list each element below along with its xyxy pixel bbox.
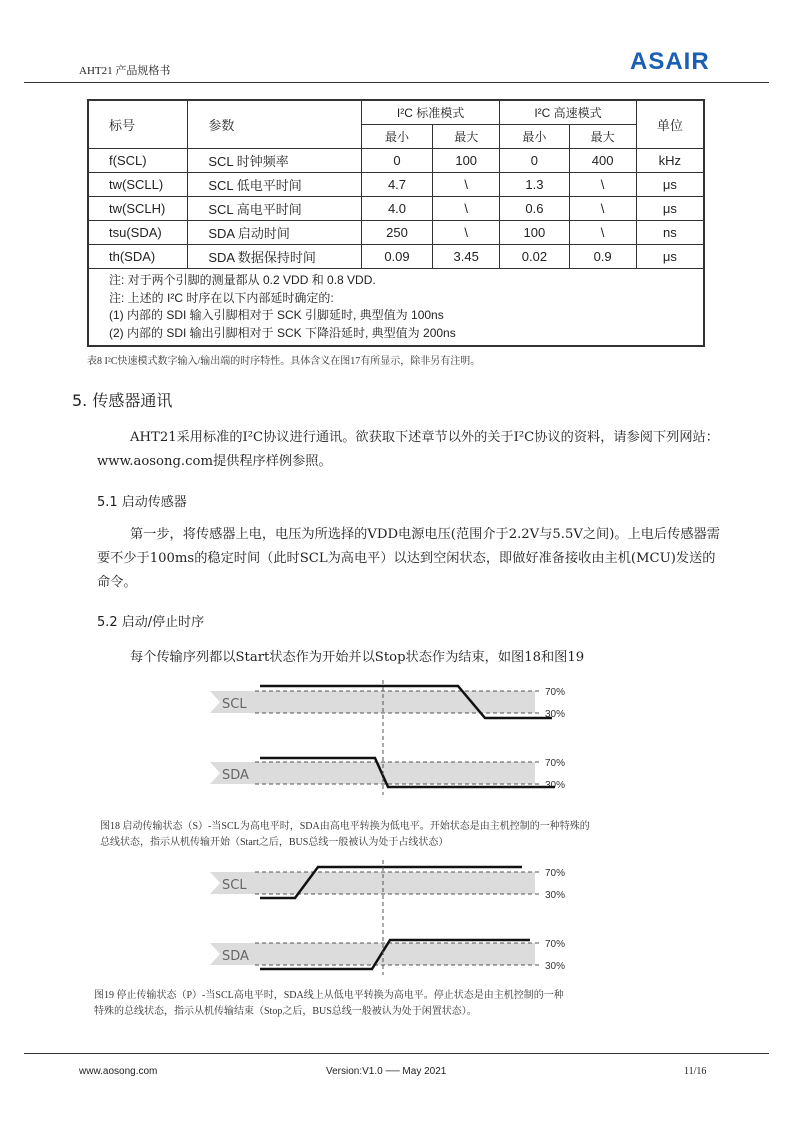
figure-18-caption <box>100 819 590 851</box>
note-line: 注: 上述的 I²C 时序在以下内部延时确定的: <box>109 290 334 305</box>
scl-label: SCL <box>222 878 247 893</box>
col-param-header: 参数 <box>188 100 362 149</box>
cell-symbol: f(SCL) <box>88 149 188 173</box>
cell-unit: kHz <box>636 149 704 173</box>
sda-label: SDA <box>222 949 249 964</box>
col-fast-max-header: 最大 <box>569 125 636 149</box>
cell-symbol: tsu(SDA) <box>88 221 188 245</box>
table-notes <box>88 269 704 347</box>
label-30-percent: 30% <box>545 709 566 720</box>
subsection-5-2-title: 5.2 启动/停止时序 <box>97 615 205 630</box>
cell-param: SDA 启动时间 <box>188 221 362 245</box>
label-30-percent: 30% <box>545 890 566 901</box>
subsection-5-1-title: 5.1 启动传感器 <box>97 495 187 510</box>
figure-19-diagram <box>200 860 600 975</box>
col-std-max-header: 最大 <box>433 125 500 149</box>
label-30-percent: 30% <box>545 780 566 791</box>
col-fast-mode-header: I²C 高速模式 <box>500 100 636 125</box>
cell-fast-min: 100 <box>500 221 569 245</box>
cell-unit: ns <box>636 221 704 245</box>
cell-fast-max: \ <box>569 197 636 221</box>
page-number: 11/16 <box>684 1066 707 1077</box>
note-line: (2) 内部的 SDI 输出引脚相对于 SCK 下降沿延时, 典型值为 200ns <box>109 325 456 340</box>
section-title: 5. 传感器通讯 <box>72 391 173 410</box>
cell-symbol: tw(SCLL) <box>88 173 188 197</box>
cell-std-min: 4.7 <box>361 173 432 197</box>
caption-line: 图18 启动传输状态（S）-当SCL为高电平时，SDA由高电平转换为低电平。开始状态是由主机控制的一种特殊的 <box>100 821 590 832</box>
cell-unit: μs <box>636 245 704 269</box>
table-row <box>88 197 704 221</box>
cell-std-max: \ <box>433 173 500 197</box>
cell-std-min: 0.09 <box>361 245 432 269</box>
cell-std-min: 250 <box>361 221 432 245</box>
header-divider <box>24 82 769 83</box>
cell-std-max: 100 <box>433 149 500 173</box>
cell-fast-max: 400 <box>569 149 636 173</box>
label-70-percent: 70% <box>545 939 566 950</box>
cell-std-max: \ <box>433 197 500 221</box>
cell-std-min: 0 <box>361 149 432 173</box>
cell-param: SCL 低电平时间 <box>188 173 362 197</box>
label-70-percent: 70% <box>545 758 566 769</box>
col-std-mode-header: I²C 标准模式 <box>361 100 499 125</box>
header-title: AHT21 产品规格书 <box>79 65 171 77</box>
cell-fast-max: \ <box>569 221 636 245</box>
table-row <box>88 221 704 245</box>
brand-logo: ASAIR <box>630 48 710 75</box>
note-line: 注: 对于两个引脚的测量都从 0.2 VDD 和 0.8 VDD. <box>109 273 376 287</box>
cell-unit: μs <box>636 197 704 221</box>
col-std-min-header: 最小 <box>361 125 432 149</box>
note-line: (1) 内部的 SDI 输入引脚相对于 SCK 引脚延时, 典型值为 100ns <box>109 308 444 322</box>
table-row <box>88 173 704 197</box>
cell-param: SCL 时钟频率 <box>188 149 362 173</box>
subsection-5-1-paragraph: 第一步，将传感器上电，电压为所选择的VDD电源电压(范围介于2.2V与5.5V之间)。上电后传感器需要不少于100ms的稳定时间（此时SCL为高电平）以达到空闲状态，即做好准备接收由主机(MCU)发送的命令。 <box>97 527 720 590</box>
caption-line: 特殊的总线状态，指示从机传输结束（Stop之后，BUS总线一般被认为处于闲置状态）。 <box>94 1006 477 1017</box>
table-row <box>88 245 704 269</box>
table-caption: 表8 I²C快速模式数字输入/输出端的时序特性。具体含义在图17有所显示，除非另有注明。 <box>87 356 481 367</box>
label-70-percent: 70% <box>545 687 566 698</box>
cell-fast-min: 0 <box>500 149 569 173</box>
cell-fast-min: 0.02 <box>500 245 569 269</box>
cell-param: SDA 数据保持时间 <box>188 245 362 269</box>
sda-label: SDA <box>222 768 249 783</box>
cell-fast-min: 0.6 <box>500 197 569 221</box>
cell-symbol: th(SDA) <box>88 245 188 269</box>
caption-line: 总线状态，指示从机传输开始（Start之后，BUS总线一般被认为处于占线状态） <box>100 837 449 848</box>
label-70-percent: 70% <box>545 868 566 879</box>
cell-std-max: \ <box>433 221 500 245</box>
sda-threshold-band <box>210 943 535 965</box>
caption-line: 图19 停止传输状态（P）-当SCL高电平时，SDA线上从低电平转换为高电平。停止状态是由主机控制的一种 <box>94 990 564 1001</box>
label-30-percent: 30% <box>545 961 566 972</box>
cell-param: SCL 高电平时间 <box>188 197 362 221</box>
cell-unit: μs <box>636 173 704 197</box>
cell-fast-max: 0.9 <box>569 245 636 269</box>
col-symbol-header: 标号 <box>88 100 188 149</box>
cell-fast-min: 1.3 <box>500 173 569 197</box>
timing-table <box>87 99 705 347</box>
footer-website[interactable]: www.aosong.com <box>79 1066 158 1077</box>
sda-threshold-band <box>210 762 535 784</box>
cell-std-min: 4.0 <box>361 197 432 221</box>
figure-18-diagram <box>200 680 600 795</box>
figure-19-caption <box>94 988 564 1020</box>
scl-threshold-band <box>210 872 535 894</box>
col-unit-header: 单位 <box>636 100 704 149</box>
col-fast-min-header: 最小 <box>500 125 569 149</box>
cell-std-max: 3.45 <box>433 245 500 269</box>
subsection-5-2-paragraph: 每个传输序列都以Start状态作为开始并以Stop状态作为结束，如图18和图19 <box>130 650 585 665</box>
scl-threshold-band <box>210 691 535 713</box>
cell-fast-max: \ <box>569 173 636 197</box>
scl-label: SCL <box>222 697 247 712</box>
table-row <box>88 149 704 173</box>
footer-version: Version:V1.0 ── May 2021 <box>326 1066 447 1077</box>
intro-paragraph: AHT21采用标准的I²C协议进行通讯。欲获取下述章节以外的关于I²C协议的资料，请参阅下列网站：www.aosong.com提供程序样例参照。 <box>97 430 719 469</box>
footer-divider <box>24 1053 769 1054</box>
cell-symbol: tw(SCLH) <box>88 197 188 221</box>
